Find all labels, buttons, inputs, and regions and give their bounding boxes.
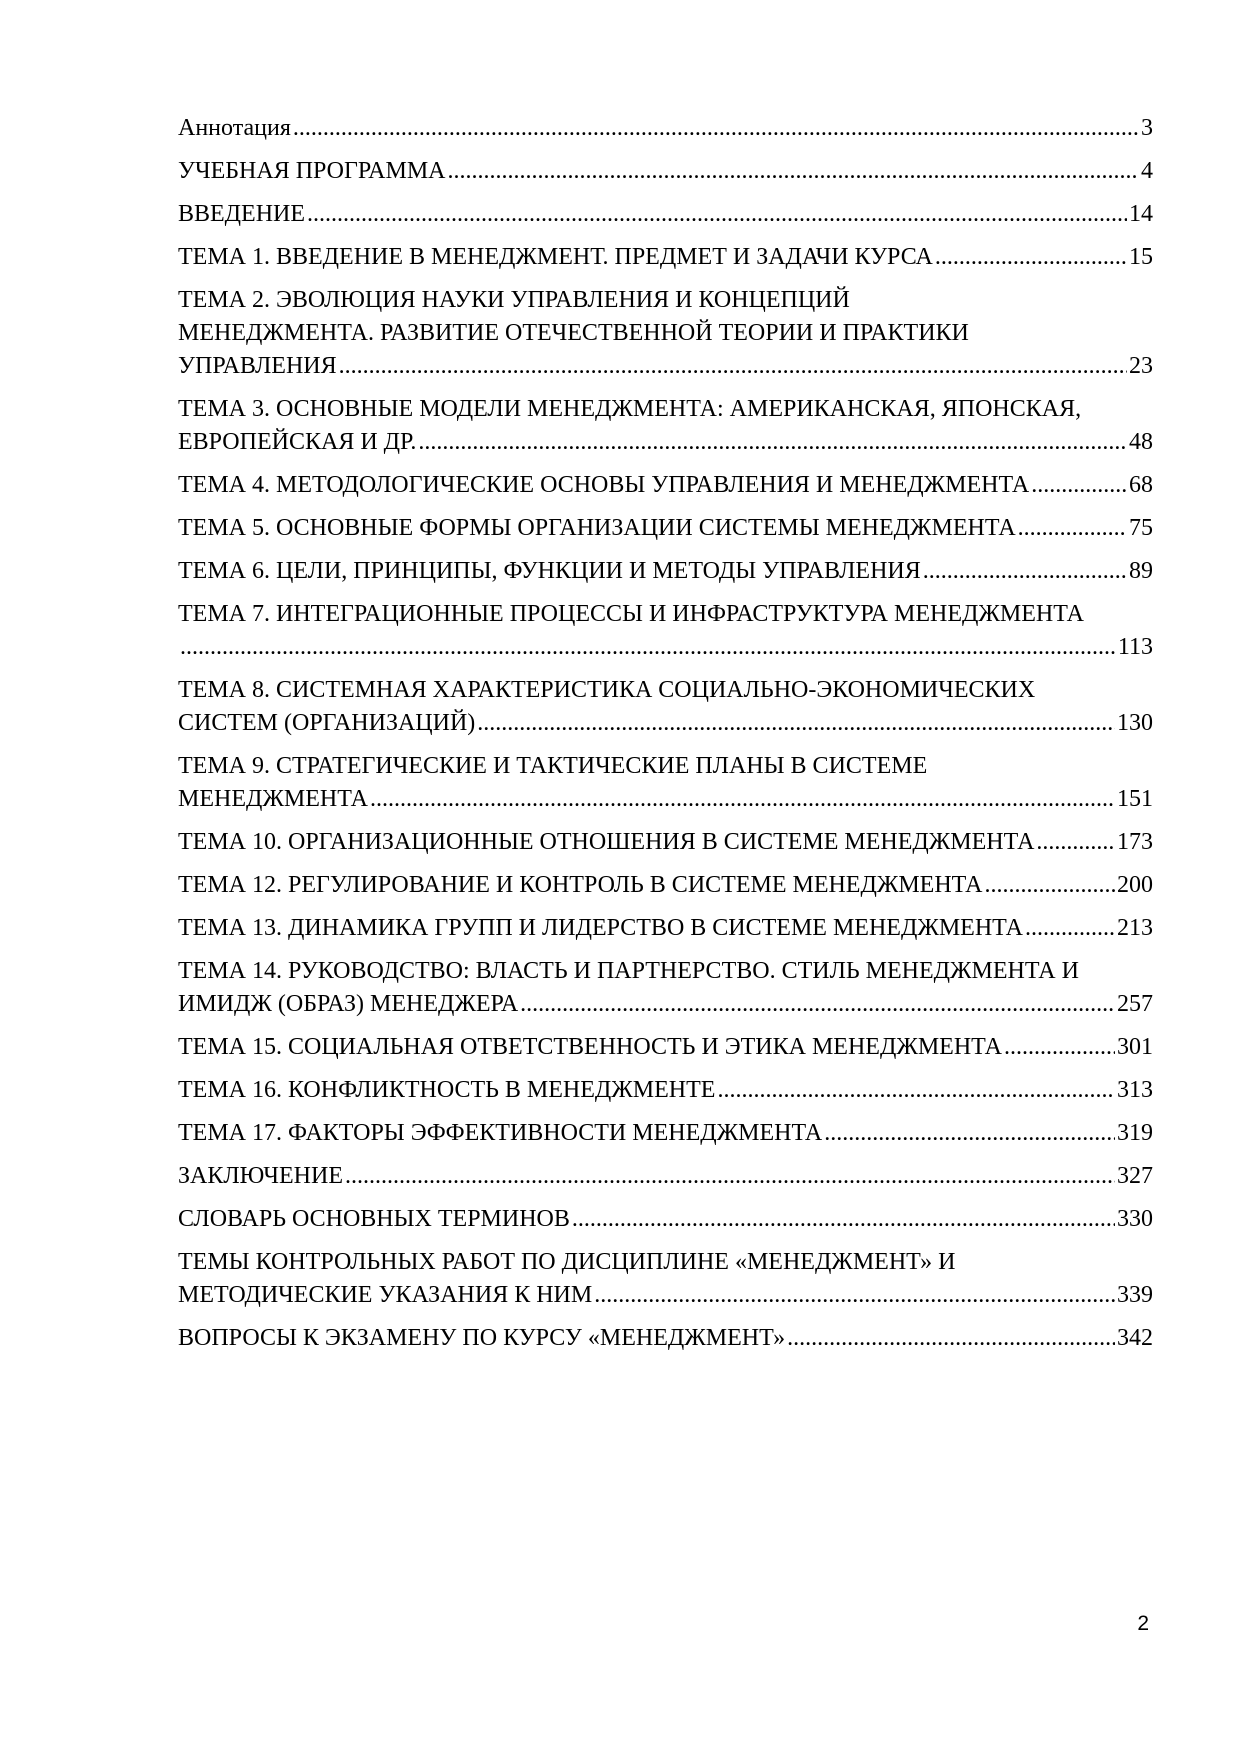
toc-entry-page: 173 — [1117, 829, 1153, 855]
dot-leader — [345, 1160, 1115, 1193]
page-number: 2 — [1137, 1612, 1149, 1635]
dot-leader — [1018, 512, 1127, 545]
toc-entry[interactable] — [178, 555, 1153, 588]
toc-entry[interactable] — [178, 955, 1153, 1021]
toc-entry-line — [178, 1322, 1153, 1355]
toc-entry-title-line: ТЕМА 2. ЭВОЛЮЦИЯ НАУКИ УПРАВЛЕНИЯ И КОНЦЕПЦИЙ — [178, 287, 850, 313]
toc-entry-line — [178, 1203, 1153, 1236]
toc-entry-page: 15 — [1129, 244, 1153, 270]
toc-entry-line — [178, 869, 1153, 902]
toc-entry-title-line: ТЕМА 8. СИСТЕМНАЯ ХАРАКТЕРИСТИКА СОЦИАЛЬНО-ЭКОНОМИЧЕСКИХ — [178, 677, 1036, 703]
toc-entry[interactable] — [178, 198, 1153, 231]
dot-leader — [448, 155, 1139, 188]
toc-entry-line — [178, 1160, 1153, 1193]
toc-entry-line — [178, 1117, 1153, 1150]
toc-entry-title-line: ТЕМА 9. СТРАТЕГИЧЕСКИЕ И ТАКТИЧЕСКИЕ ПЛАНЫ В СИСТЕМЕ — [178, 753, 928, 779]
dot-leader — [293, 112, 1139, 145]
toc-entry-title: УПРАВЛЕНИЯ — [178, 353, 337, 379]
toc-entry-page: 4 — [1141, 158, 1153, 184]
dot-leader — [594, 1279, 1115, 1312]
toc-entry-line — [178, 912, 1153, 945]
toc-entry-title: ТЕМА 16. КОНФЛИКТНОСТЬ В МЕНЕДЖМЕНТЕ — [178, 1077, 716, 1103]
toc-entry-line — [178, 631, 1153, 664]
toc-entry-title-line: ТЕМА 7. ИНТЕГРАЦИОННЫЕ ПРОЦЕССЫ И ИНФРАСТРУКТУРА МЕНЕДЖМЕНТА — [178, 601, 1084, 627]
toc-entry[interactable] — [178, 598, 1153, 664]
toc-entry-page: 200 — [1117, 872, 1153, 898]
toc-entry-page: 130 — [1117, 710, 1153, 736]
toc-entry-title-line: МЕНЕДЖМЕНТА. РАЗВИТИЕ ОТЕЧЕСТВЕННОЙ ТЕОРИИ И ПРАКТИКИ — [178, 320, 969, 346]
toc-entry-title: ТЕМА 15. СОЦИАЛЬНАЯ ОТВЕТСТВЕННОСТЬ И ЭТИКА МЕНЕДЖМЕНТА — [178, 1034, 1002, 1060]
toc-entry-line — [178, 1074, 1153, 1107]
dot-leader — [520, 988, 1115, 1021]
toc-entry-line — [178, 155, 1153, 188]
toc-entry-page: 330 — [1117, 1206, 1153, 1232]
toc-entry-title: ВВЕДЕНИЕ — [178, 201, 306, 227]
toc-entry-page: 3 — [1141, 115, 1153, 141]
toc-entry[interactable] — [178, 750, 1153, 816]
toc-entry-title: СЛОВАРЬ ОСНОВНЫХ ТЕРМИНОВ — [178, 1206, 570, 1232]
toc-entry-title: ЕВРОПЕЙСКАЯ И ДР. — [178, 429, 417, 455]
dot-leader — [572, 1203, 1115, 1236]
dot-leader — [717, 1074, 1115, 1107]
toc-entry-page: 213 — [1117, 915, 1153, 941]
toc-entry-page: 89 — [1129, 558, 1153, 584]
dot-leader — [370, 783, 1115, 816]
toc-entry-title: ТЕМА 5. ОСНОВНЫЕ ФОРМЫ ОРГАНИЗАЦИИ СИСТЕМЫ МЕНЕДЖМЕНТА — [178, 515, 1016, 541]
toc-entry-line — [178, 1279, 1153, 1312]
toc-entry-page: 342 — [1117, 1325, 1153, 1351]
toc-entry-page: 151 — [1117, 786, 1153, 812]
toc-entry-title: ТЕМА 6. ЦЕЛИ, ПРИНЦИПЫ, ФУНКЦИИ И МЕТОДЫ УПРАВЛЕНИЯ — [178, 558, 921, 584]
dot-leader — [477, 707, 1115, 740]
dot-leader — [787, 1322, 1115, 1355]
dot-leader — [339, 350, 1127, 383]
toc-entry[interactable] — [178, 1031, 1153, 1064]
toc-entry-title: ТЕМА 10. ОРГАНИЗАЦИОННЫЕ ОТНОШЕНИЯ В СИСТЕМЕ МЕНЕДЖМЕНТА — [178, 829, 1035, 855]
toc-entry-page: 339 — [1117, 1282, 1153, 1308]
toc-entry-title: ТЕМА 1. ВВЕДЕНИЕ В МЕНЕДЖМЕНТ. ПРЕДМЕТ И ЗАДАЧИ КУРСА — [178, 244, 933, 270]
dot-leader — [1025, 912, 1115, 945]
toc-entry-title: Аннотация — [178, 115, 291, 141]
toc-entry[interactable] — [178, 112, 1153, 145]
toc-entry-line — [178, 783, 1153, 816]
toc-entry-title-line: ТЕМЫ КОНТРОЛЬНЫХ РАБОТ ПО ДИСЦИПЛИНЕ «МЕНЕДЖМЕНТ» И — [178, 1249, 956, 1275]
dot-leader — [1036, 826, 1115, 859]
toc-entry-title: ИМИДЖ (ОБРАЗ) МЕНЕДЖЕРА — [178, 991, 519, 1017]
toc-entry-page: 113 — [1117, 634, 1153, 660]
toc-entry-title: ВОПРОСЫ К ЭКЗАМЕНУ ПО КУРСУ «МЕНЕДЖМЕНТ» — [178, 1325, 786, 1351]
dot-leader — [1004, 1031, 1115, 1064]
toc-entry-page: 301 — [1117, 1034, 1153, 1060]
dot-leader — [1031, 469, 1127, 502]
toc-entry-page: 68 — [1129, 472, 1153, 498]
toc-entry-title-line: ТЕМА 14. РУКОВОДСТВО: ВЛАСТЬ И ПАРТНЕРСТВО. СТИЛЬ МЕНЕДЖМЕНТА И — [178, 958, 1079, 984]
toc-entry[interactable] — [178, 1203, 1153, 1236]
toc-entry[interactable] — [178, 1322, 1153, 1355]
table-of-contents — [178, 112, 1153, 1365]
toc-entry[interactable] — [178, 1160, 1153, 1193]
toc-entry-line — [178, 988, 1153, 1021]
toc-entry-title: МЕНЕДЖМЕНТА — [178, 786, 368, 812]
toc-entry-page: 319 — [1117, 1120, 1153, 1146]
toc-entry[interactable] — [178, 241, 1153, 274]
toc-entry-title: СИСТЕМ (ОРГАНИЗАЦИЙ) — [178, 710, 476, 736]
toc-entry-title: УЧЕБНАЯ ПРОГРАММА — [178, 158, 446, 184]
dot-leader — [180, 631, 1116, 664]
toc-entry-line — [178, 555, 1153, 588]
toc-entry-title: ЗАКЛЮЧЕНИЕ — [178, 1163, 343, 1189]
toc-entry[interactable] — [178, 1074, 1153, 1107]
toc-entry-line — [178, 198, 1153, 231]
toc-entry-title-line: ТЕМА 3. ОСНОВНЫЕ МОДЕЛИ МЕНЕДЖМЕНТА: АМЕРИКАНСКАЯ, ЯПОНСКАЯ, — [178, 396, 1082, 422]
toc-entry[interactable] — [178, 912, 1153, 945]
toc-entry[interactable] — [178, 284, 1153, 383]
dot-leader — [935, 241, 1127, 274]
dot-leader — [307, 198, 1127, 231]
toc-entry[interactable] — [178, 469, 1153, 502]
toc-entry-line — [178, 512, 1153, 545]
toc-entry[interactable] — [178, 155, 1153, 188]
dot-leader — [824, 1117, 1115, 1150]
toc-entry-line — [178, 826, 1153, 859]
toc-entry-page: 313 — [1117, 1077, 1153, 1103]
toc-entry-line — [178, 426, 1153, 459]
toc-entry-page: 48 — [1129, 429, 1153, 455]
toc-entry-line — [178, 707, 1153, 740]
toc-entry-page: 327 — [1117, 1163, 1153, 1189]
toc-entry[interactable] — [178, 1246, 1153, 1312]
toc-entry-title: ТЕМА 13. ДИНАМИКА ГРУПП И ЛИДЕРСТВО В СИСТЕМЕ МЕНЕДЖМЕНТА — [178, 915, 1023, 941]
toc-entry-title: МЕТОДИЧЕСКИЕ УКАЗАНИЯ К НИМ — [178, 1282, 593, 1308]
toc-entry[interactable] — [178, 826, 1153, 859]
toc-entry-page: 23 — [1129, 353, 1153, 379]
toc-entry-line — [178, 350, 1153, 383]
toc-entry-line — [178, 1031, 1153, 1064]
toc-entry-line — [178, 469, 1153, 502]
toc-entry[interactable] — [178, 393, 1153, 459]
toc-entry-line — [178, 241, 1153, 274]
toc-entry[interactable] — [178, 674, 1153, 740]
toc-entry[interactable] — [178, 512, 1153, 545]
toc-entry-line — [178, 112, 1153, 145]
dot-leader — [923, 555, 1127, 588]
toc-entry[interactable] — [178, 1117, 1153, 1150]
toc-entry-page: 14 — [1129, 201, 1153, 227]
toc-entry-title: ТЕМА 12. РЕГУЛИРОВАНИЕ И КОНТРОЛЬ В СИСТЕМЕ МЕНЕДЖМЕНТА — [178, 872, 983, 898]
dot-leader — [418, 426, 1127, 459]
toc-entry[interactable] — [178, 869, 1153, 902]
toc-entry-page: 257 — [1117, 991, 1153, 1017]
toc-entry-page: 75 — [1129, 515, 1153, 541]
toc-entry-title: ТЕМА 4. МЕТОДОЛОГИЧЕСКИЕ ОСНОВЫ УПРАВЛЕНИЯ И МЕНЕДЖМЕНТА — [178, 472, 1030, 498]
dot-leader — [984, 869, 1115, 902]
toc-entry-title: ТЕМА 17. ФАКТОРЫ ЭФФЕКТИВНОСТИ МЕНЕДЖМЕНТА — [178, 1120, 823, 1146]
